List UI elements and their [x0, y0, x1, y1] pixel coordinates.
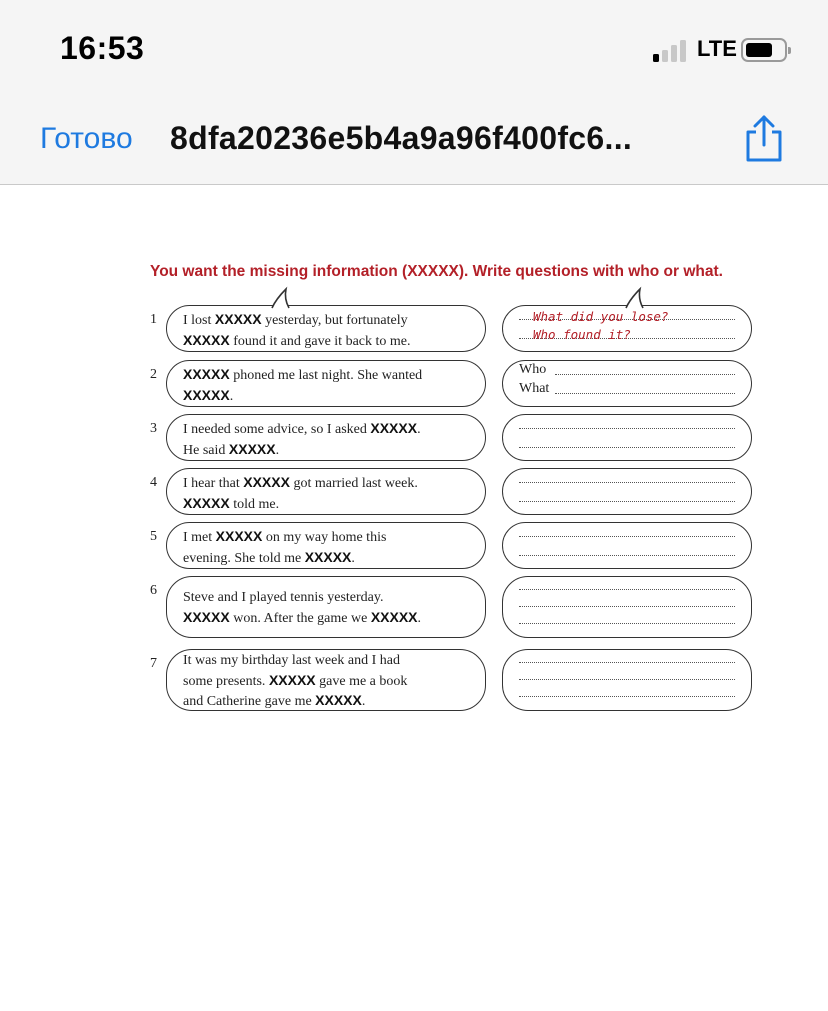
- statement-line: [183, 671, 475, 692]
- statement-fragment: on my way home this: [262, 530, 387, 545]
- item-number: 5: [150, 529, 157, 544]
- answer-line[interactable]: [555, 374, 735, 375]
- answer-line[interactable]: [519, 555, 735, 556]
- statement-line: [183, 652, 475, 671]
- share-icon[interactable]: [742, 114, 786, 164]
- statement-line: [183, 365, 475, 386]
- statement-fragment: and Catherine gave me: [183, 694, 316, 709]
- status-time: 16:53: [60, 30, 145, 66]
- statement-fragment: found it and gave it back to me.: [229, 333, 411, 349]
- document-title: 8dfa20236e5b4a9a96f400fc6...: [170, 120, 633, 156]
- item-number: 3: [150, 421, 157, 436]
- statement-text: [183, 652, 475, 712]
- missing-info-placeholder: XXXXX: [228, 440, 276, 457]
- statement-bubble: [166, 305, 486, 352]
- missing-info-placeholder: XXXXX: [268, 671, 316, 688]
- statement-bubble: [166, 649, 486, 711]
- answer-line[interactable]: [519, 428, 735, 429]
- exercise-instruction: You want the missing information (XXXXX). Write questions with who or what.: [150, 263, 723, 280]
- statement-text: [183, 589, 475, 628]
- navigation-bar: [0, 96, 828, 185]
- answer-bubble[interactable]: [502, 305, 752, 352]
- statement-bubble: [166, 576, 486, 638]
- answer-bubble[interactable]: [502, 649, 752, 711]
- answer-bubble[interactable]: [502, 468, 752, 515]
- answer-line[interactable]: [519, 696, 735, 697]
- statement-text: [183, 473, 475, 514]
- answer-bubble[interactable]: [502, 360, 752, 407]
- missing-info-placeholder: XXXXX: [315, 692, 362, 708]
- answer-line[interactable]: [519, 536, 735, 537]
- missing-info-placeholder: XXXXX: [183, 608, 230, 625]
- statement-line: [183, 527, 475, 548]
- missing-info-placeholder: XXXXX: [214, 311, 262, 327]
- statement-line: [183, 331, 475, 352]
- statement-text: [183, 527, 475, 568]
- item-number: 1: [150, 312, 157, 327]
- answer-line[interactable]: [519, 447, 735, 448]
- statement-fragment: It was my birthday last week and I had: [183, 653, 400, 668]
- answer-line[interactable]: [519, 606, 735, 607]
- statement-line: [183, 419, 475, 440]
- answer-bubble[interactable]: [502, 522, 752, 569]
- speech-tail-icon: [624, 287, 648, 309]
- answer-line[interactable]: [519, 679, 735, 680]
- missing-info-placeholder: XXXXX: [183, 494, 230, 511]
- item-number: 2: [150, 367, 157, 382]
- statement-bubble: [166, 468, 486, 515]
- missing-info-placeholder: XXXXX: [370, 420, 418, 436]
- statement-fragment: some presents.: [183, 673, 269, 689]
- item-number: 4: [150, 475, 157, 490]
- missing-info-placeholder: XXXXX: [183, 386, 230, 403]
- statement-line: [183, 440, 475, 461]
- answer-line[interactable]: [519, 662, 735, 663]
- speech-tail-icon: [270, 287, 294, 309]
- statement-bubble: [166, 522, 486, 569]
- answer-prefix: Who: [519, 362, 547, 377]
- document-view: [0, 185, 828, 1011]
- statement-fragment: .: [361, 694, 366, 709]
- statement-fragment: gave me a book: [315, 673, 408, 689]
- statement-line: [183, 589, 475, 608]
- statement-fragment: got married last week.: [289, 476, 418, 491]
- done-button[interactable]: Готово: [40, 122, 133, 155]
- statement-bubble: [166, 360, 486, 407]
- answer-prefix: What: [519, 380, 550, 396]
- statement-line: [183, 691, 475, 712]
- statement-fragment: He said: [183, 442, 229, 458]
- missing-info-placeholder: XXXXX: [183, 331, 230, 348]
- statement-fragment: yesterday, but fortunately: [261, 313, 408, 328]
- statement-fragment: .: [417, 610, 422, 626]
- statement-text: [183, 365, 475, 406]
- statement-fragment: Steve and I played tennis yesterday.: [183, 590, 384, 605]
- statement-line: [183, 386, 475, 407]
- statement-fragment: .: [351, 550, 355, 566]
- missing-info-placeholder: XXXXX: [304, 548, 352, 565]
- statement-line: [183, 608, 475, 629]
- handwritten-answer: What did you lose?: [533, 309, 669, 324]
- statement-fragment: told me.: [229, 496, 280, 512]
- statement-fragment: phoned me last night. She wanted: [229, 368, 423, 383]
- answer-bubble[interactable]: [502, 414, 752, 461]
- missing-info-placeholder: XXXXX: [370, 608, 418, 625]
- answer-line[interactable]: [519, 501, 735, 502]
- answer-line[interactable]: [519, 589, 735, 590]
- cellular-signal-icon: [653, 40, 691, 62]
- statement-fragment: .: [275, 442, 280, 458]
- statement-line: [183, 473, 475, 494]
- statement-fragment: .: [417, 422, 421, 437]
- missing-info-placeholder: XXXXX: [183, 366, 230, 382]
- answer-line[interactable]: [519, 623, 735, 624]
- statement-fragment: .: [229, 388, 234, 404]
- network-type: LTE: [697, 36, 737, 61]
- statement-text: [183, 310, 475, 351]
- answer-line[interactable]: [555, 393, 735, 394]
- statement-bubble: [166, 414, 486, 461]
- answer-bubble[interactable]: [502, 576, 752, 638]
- statement-line: [183, 310, 475, 331]
- statement-fragment: evening. She told me: [183, 550, 305, 566]
- statement-text: [183, 419, 475, 460]
- missing-info-placeholder: XXXXX: [243, 474, 290, 490]
- missing-info-placeholder: XXXXX: [215, 528, 263, 544]
- answer-line[interactable]: [519, 482, 735, 483]
- statement-fragment: I met: [183, 530, 216, 545]
- statement-fragment: I needed some advice, so I asked: [183, 422, 371, 437]
- status-bar: [0, 0, 828, 96]
- item-number: 6: [150, 583, 157, 598]
- statement-line: [183, 548, 475, 569]
- handwritten-answer: Who found it?: [533, 327, 631, 342]
- statement-fragment: I hear that: [183, 476, 244, 491]
- item-number: 7: [150, 656, 157, 671]
- statement-fragment: I lost: [183, 313, 215, 328]
- statement-fragment: won. After the game we: [229, 610, 371, 626]
- battery-icon: [741, 38, 787, 62]
- statement-line: [183, 494, 475, 515]
